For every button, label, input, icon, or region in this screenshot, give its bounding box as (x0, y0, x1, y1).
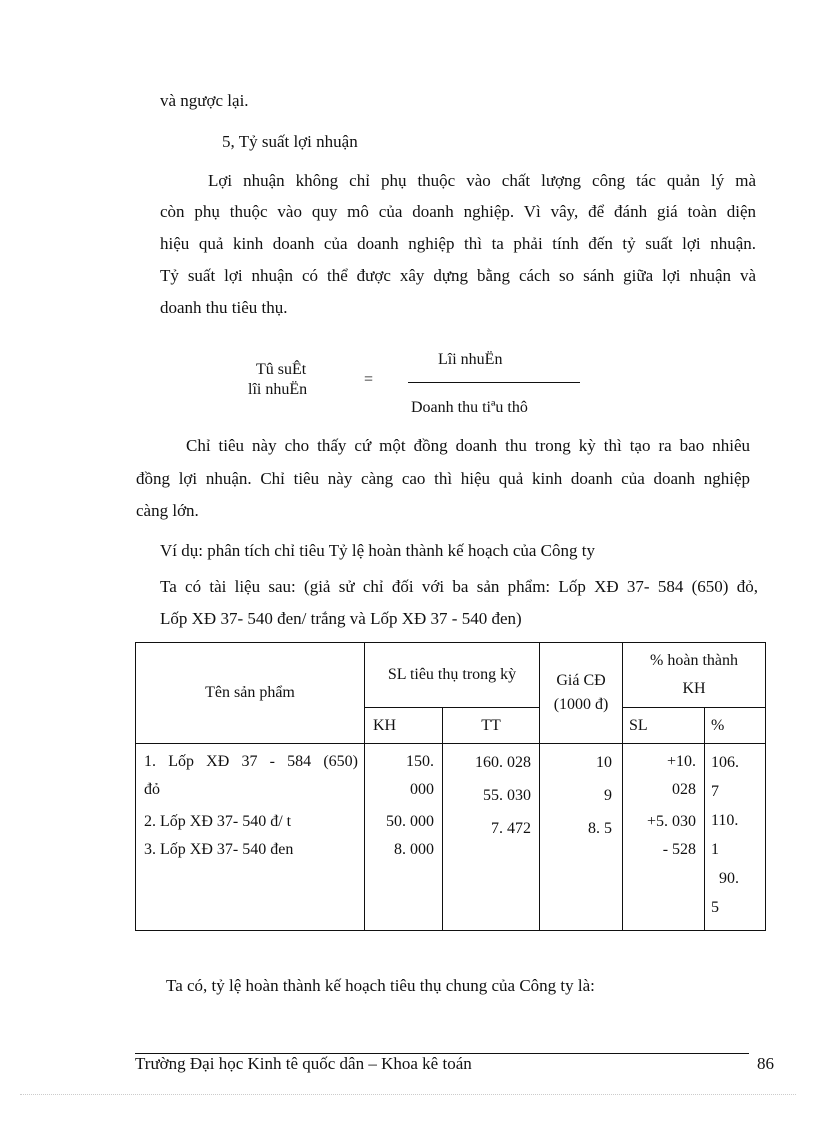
list-item: 9 (604, 787, 613, 804)
list-item: +5. 030 (646, 813, 697, 830)
text-line: còn phụ thuộc vào quy mô của doanh nghiệp. Vì vây, để đánh giá toàn diện (160, 202, 756, 221)
list-item: đỏ (144, 781, 160, 798)
list-item: 028 (672, 781, 697, 798)
list-item: 8. 000 (394, 841, 434, 858)
cell-sl (623, 744, 705, 931)
formula-equals: = (364, 371, 374, 388)
list-item: 55. 030 (483, 787, 532, 804)
page-number: 86 (757, 1054, 774, 1073)
list-item: 106. (711, 754, 740, 771)
header-price: Giá CĐ (1000 đ) (540, 643, 623, 744)
data-table (135, 642, 766, 931)
cell-tt (443, 744, 540, 931)
formula-lhs-1: Tû suÊt (256, 361, 307, 378)
text-line: và ngược lại. (160, 91, 249, 110)
list-item: - 528 (662, 841, 697, 858)
text-line: Lốp XĐ 37- 540 đen/ trắng và Lốp XĐ 37 - 540 đen) (160, 609, 522, 628)
text-line: đồng lợi nhuận. Chỉ tiêu này càng cao thì hiệu quả kinh doanh của doanh nghiệp (136, 469, 750, 488)
cell-kh (365, 744, 443, 931)
list-item: 110. (711, 812, 739, 829)
list-item: 90. (719, 870, 740, 887)
list-item: 1 (711, 841, 720, 858)
text-line: doanh thu tiêu thụ. (160, 298, 288, 317)
cell-products (136, 744, 365, 931)
header-pct-group: % hoàn thành KH (623, 643, 766, 708)
page-edge-divider (20, 1094, 796, 1095)
list-item: 8. 5 (588, 820, 613, 837)
text-line: Ví dụ: phân tích chỉ tiêu Tỷ lệ hoàn thành kế hoạch của Công ty (160, 541, 595, 560)
cell-price (540, 744, 623, 931)
header-qty-group: SL tiêu thụ trong kỳ (365, 643, 540, 708)
list-item: +10. (666, 753, 697, 770)
header-sl: SL (623, 708, 705, 744)
text-line: càng lớn. (136, 501, 199, 520)
list-item: 7. 472 (491, 820, 532, 837)
text-line: Tỷ suất lợi nhuận có thể được xây dựng bằng cách so sánh giữa lợi nhuận và (160, 266, 756, 285)
header-tt: TT (443, 708, 540, 744)
formula-denominator: Doanh thu tiªu thô (411, 399, 528, 416)
list-item: 2. Lốp XĐ 37- 540 đ/ t (144, 813, 292, 830)
section-heading: 5, Tỷ suất lợi nhuận (222, 132, 358, 151)
list-item: 50. 000 (386, 813, 434, 830)
list-item: 1. Lốp XĐ 37 - 584 (650) (144, 753, 358, 770)
list-item: 000 (410, 781, 434, 798)
fraction-bar (408, 382, 580, 383)
formula-numerator: Lîi nhuËn (438, 351, 503, 368)
list-item: 160. 028 (475, 754, 532, 771)
list-item: 10 (596, 754, 613, 771)
header-pct: % (705, 708, 766, 744)
text-line: Chỉ tiêu này cho thấy cứ một đồng doanh thu trong kỳ thì tạo ra bao nhiêu (186, 436, 750, 455)
list-item: 150. (406, 753, 434, 770)
text-line: Ta có, tỷ lệ hoàn thành kế hoạch tiêu thụ chung của Công ty là: (166, 976, 595, 995)
list-item: 7 (711, 783, 720, 800)
list-item: 3. Lốp XĐ 37- 540 đen (144, 841, 294, 858)
header-kh: KH (365, 708, 443, 744)
formula-lhs-2: lîi nhuËn (248, 381, 308, 398)
cell-pct (705, 744, 766, 931)
footer-text: Trường Đại học Kinh tê quốc dân – Khoa kê toán (135, 1054, 472, 1073)
text-line: Ta có tài liệu sau: (giả sử chỉ đối với ba sản phẩm: Lốp XĐ 37- 584 (650) đỏ, (160, 577, 758, 596)
list-item: 5 (711, 899, 720, 916)
text-line: hiệu quả kinh doanh của doanh nghiệp thì ta phải tính đến tỷ suất lợi nhuận. (160, 234, 756, 253)
header-product: Tên sản phẩm (136, 643, 365, 744)
text-line: Lợi nhuận không chỉ phụ thuộc vào chất lượng công tác quản lý mà (208, 171, 756, 190)
